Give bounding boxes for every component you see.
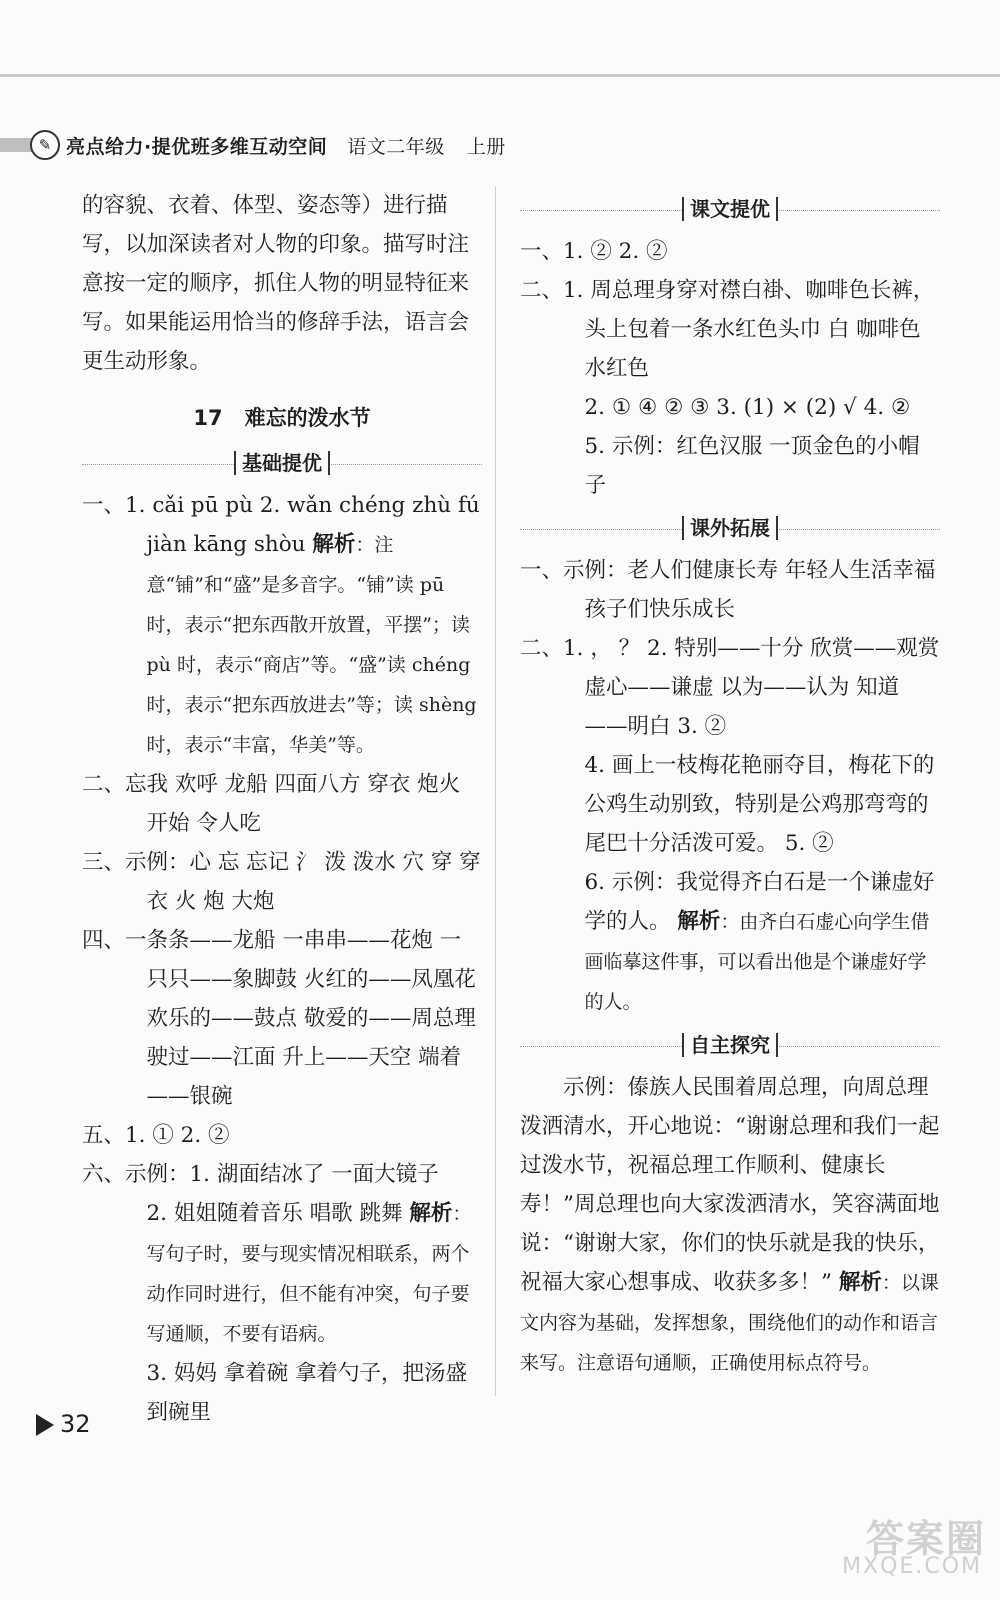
answer-2: 二、忘我 欢呼 龙船 四面八方 穿衣 炮火 开始 令人吃 <box>82 772 461 836</box>
answer-6b: 2. 姐姐随着音乐 唱歌 跳舞 解析：写句子时，要与现实情况相联系，两个动作同时进行，但不能有冲突，句子要写通顺，不要有语病。 <box>146 1201 472 1345</box>
analysis-label: 解析 <box>838 1270 882 1295</box>
analysis-label: 解析 <box>409 1201 453 1226</box>
ext-answer-2: 二、1. ， ？ 2. 特别——十分 欣赏——观赏 虚心——谦虚 以为——认为 知道——明白 3. ② <box>520 636 940 739</box>
lesson-number: 17 <box>193 406 223 430</box>
right-column <box>520 186 940 1383</box>
answer-3: 三、示例：心 忘 忘记 氵 泼 泼水 穴 穿 穿衣 火 炮 大炮 <box>82 850 481 914</box>
column-divider <box>495 186 496 1396</box>
lesson-title <box>82 399 482 438</box>
intro-text: 的容貌、衣着、体型、姿态等）进行描写，以加深读者对人物的印象。描写时注意按一定的顺序，抓住人物的明显特征来写。如果能运用恰当的修辞手法，语言会更生动形象。 <box>82 193 470 374</box>
ext-answer-2b: 4. 画上一枝梅花艳丽夺目，梅花下的公鸡生动别致，特别是公鸡那弯弯的尾巴十分活泼可爱。 5. ② <box>584 753 935 856</box>
watermark-url: MXQE.COM <box>842 1554 982 1579</box>
answer-4: 四、一条条——龙船 一串串——花炮 一只只——象脚鼓 火红的——凤凰花 欢乐的——鼓点 敬爱的——周总理 驶过——江面 升上——天空 端着——银碗 <box>82 928 476 1109</box>
volume-label: 上册 <box>466 136 506 158</box>
left-column <box>82 186 482 1432</box>
logo-icon: ✎ <box>30 130 60 160</box>
page-arrow-icon <box>36 1414 54 1436</box>
lesson-answer-2b: 2. ① ④ ② ③ 3. (1) × (2) √ 4. ② <box>584 395 911 420</box>
section-header-lesson: 课文提优 <box>520 190 940 230</box>
ext-answer-2c: 6. 示例：我觉得齐白石是一个谦虚好学的人。 解析：由齐白石虚心向学生借画临摹这件事，可以看出他是个谦虚好学的人。 <box>584 870 935 1013</box>
explore-answer: 示例：傣族人民围着周总理，向周总理泼洒清水，开心地说：“谢谢总理和我们一起过泼水节，祝福总理工作顺利、健康长寿！”周总理也向大家泼洒清水，笑容满面地说：“谢谢大家，你们的快乐就是我的快乐，祝福大家心想事成、收获多多！” 解析：以课文内容为基础，发挥想象，围绕他们的动作和语言来写。注意语句通顺，正确使用标点符号。 <box>520 1075 940 1374</box>
lesson-answer-1: 一、1. ② 2. ② <box>520 239 668 264</box>
lesson-answer-2c: 5. 示例：红色汉服 一顶金色的小帽子 <box>584 434 920 498</box>
section-header-basic: 基础提优 <box>82 444 482 484</box>
watermark-logo: 答案圈 <box>865 1517 986 1561</box>
analysis-label: 解析 <box>677 909 721 934</box>
lesson-name: 难忘的泼水节 <box>244 406 371 430</box>
ext-answer-1: 一、示例：老人们健康长寿 年轻人生活幸福 孩子们快乐成长 <box>520 558 936 622</box>
header-title <box>66 132 506 159</box>
section-header-extension: 课外拓展 <box>520 509 940 549</box>
series-name: 亮点给力·提优班多维互动空间 <box>66 136 328 158</box>
answer-1: 一、1. cǎi pū pù 2. wǎn chéng zhù fú jiàn kāng shòu 解析：注意“铺”和“盛”是多音字。“铺”读 pū 时，表示“把东西散开放置，平摆”；读 pù 时，表示“商店”等。“盛”读 chéng 时，表示“把东西放进去”等；读 shèng 时，表示“丰富，华美”等。 <box>82 493 480 756</box>
analysis-label: 解析 <box>312 532 356 557</box>
answer-6a: 六、示例：1. 湖面结冰了 一面大镜子 <box>82 1162 439 1187</box>
page-number: 32 <box>36 1410 91 1438</box>
lesson-answer-2: 二、1. 周总理身穿对襟白褂、咖啡色长裤，头上包着一条水红色头巾 白 咖啡色 水红色 <box>520 278 935 381</box>
top-border <box>0 74 1000 77</box>
page-header <box>0 128 600 166</box>
section-header-explore: 自主探究 <box>520 1026 940 1066</box>
answer-6c: 3. 妈妈 拿着碗 拿着勺子，把汤盛到碗里 <box>146 1361 468 1425</box>
grade-label: 语文二年级 <box>347 136 445 158</box>
answer-5: 五、1. ① 2. ② <box>82 1123 230 1148</box>
